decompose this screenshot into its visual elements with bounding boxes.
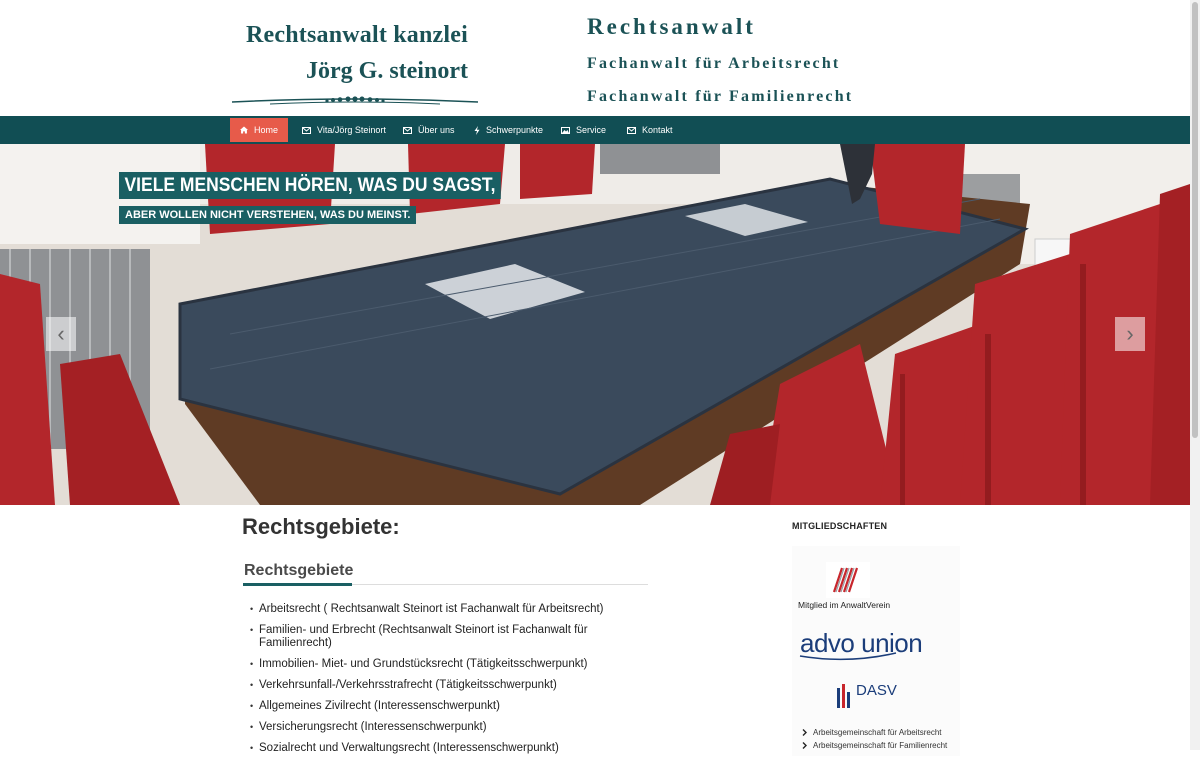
- list-item: • Familien- und Erbrecht (Rechtsanwalt Steinort ist Fachanwalt für Familienrecht): [250, 624, 630, 650]
- hero-caption-main: VIELE MENSCHEN HÖREN, WAS DU SAGST,: [119, 172, 501, 199]
- list-item: • Sozialrecht und Verwaltungsrecht (Interessenschwerpunkt): [250, 742, 630, 755]
- envelope-icon: [627, 127, 636, 134]
- envelope-icon: [403, 127, 412, 134]
- nav-home[interactable]: [230, 118, 288, 142]
- logo-ornament: [230, 90, 480, 106]
- tagline-arbeitsrecht: Fachanwalt für Arbeitsrecht: [587, 55, 841, 72]
- dav-logo[interactable]: [826, 562, 870, 598]
- image-icon: [561, 127, 570, 134]
- sidebar-link-familienrecht[interactable]: [802, 739, 947, 752]
- sidebar-link-arbeitsrecht[interactable]: [802, 726, 947, 739]
- chevron-right-icon: ›: [1126, 321, 1134, 346]
- dav-caption: Mitglied im AnwaltVerein: [798, 600, 891, 610]
- site-header: [0, 0, 1190, 116]
- list-item: • Arbeitsrecht ( Rechtsanwalt Steinort ist Fachanwalt für Arbeitsrecht): [250, 603, 630, 616]
- list-item: • Verkehrsunfall-/Verkehrsstrafrecht (Tätigkeitsschwerpunkt): [250, 679, 630, 692]
- tagline-familienrecht: Fachanwalt für Familienrecht: [587, 88, 854, 105]
- section-heading: Rechtsgebiete: [244, 562, 354, 579]
- rechtsgebiete-list: [250, 603, 630, 763]
- sidebar-title: MITGLIEDSCHAFTEN: [792, 521, 888, 531]
- dasv-logo-mark[interactable]: [836, 682, 852, 708]
- membership-links: [802, 726, 947, 752]
- nav-service[interactable]: [551, 118, 616, 142]
- hero-slider[interactable]: [0, 144, 1190, 505]
- nav-schwerpunkte-label: Schwerpunkte: [486, 125, 544, 135]
- tagline-rechtsanwalt: Rechtsanwalt: [587, 14, 756, 39]
- bolt-icon: [474, 126, 480, 135]
- nav-ueber-uns-label: Über uns: [418, 125, 455, 135]
- nav-schwerpunkte[interactable]: [464, 118, 553, 142]
- page-title: Rechtsgebiete:: [242, 514, 400, 539]
- nav-service-label: Service: [576, 125, 607, 135]
- envelope-icon: [302, 127, 311, 134]
- nav-ueber-uns[interactable]: [393, 118, 465, 142]
- nav-vita-label: Vita/Jörg Steinort: [317, 125, 386, 135]
- advo-union-logo[interactable]: advo union: [800, 628, 923, 658]
- logo-line-1: Rechtsanwalt kanzlei: [246, 22, 468, 48]
- scrollbar-thumb[interactable]: [1192, 2, 1198, 438]
- main-navigation: [0, 116, 1190, 144]
- nav-home-label: Home: [253, 125, 278, 135]
- advo-union-swoosh: [798, 650, 898, 662]
- chevron-right-icon: [802, 742, 807, 749]
- kanzlei-logo[interactable]: [230, 8, 480, 108]
- sidebar-link-label: Arbeitsgemeinschaft für Familienrecht: [813, 741, 948, 750]
- section-heading-underline: [243, 583, 352, 586]
- nav-kontakt[interactable]: [617, 118, 683, 142]
- chevron-left-icon: ‹: [57, 321, 65, 346]
- hero-caption-sub: ABER WOLLEN NICHT VERSTEHEN, WAS DU MEINST.: [119, 206, 416, 224]
- chevron-right-icon: [802, 729, 807, 736]
- list-item: • Allgemeines Zivilrecht (Interessenschwerpunkt): [250, 700, 630, 713]
- nav-vita[interactable]: [292, 118, 396, 142]
- slider-prev-button[interactable]: [46, 317, 76, 351]
- slider-next-button[interactable]: [1115, 317, 1145, 351]
- sidebar-link-label: Arbeitsgemeinschaft für Arbeitsrecht: [813, 728, 942, 737]
- logo-line-2: Jörg G. steinort: [306, 58, 468, 84]
- list-item: • Versicherungsrecht (Interessenschwerpunkt): [250, 721, 630, 734]
- home-icon: [240, 126, 248, 134]
- nav-kontakt-label: Kontakt: [642, 125, 673, 135]
- list-item: • Immobilien- Miet- und Grundstücksrecht (Tätigkeitsschwerpunkt): [250, 658, 630, 671]
- dasv-label: DASV: [856, 682, 897, 699]
